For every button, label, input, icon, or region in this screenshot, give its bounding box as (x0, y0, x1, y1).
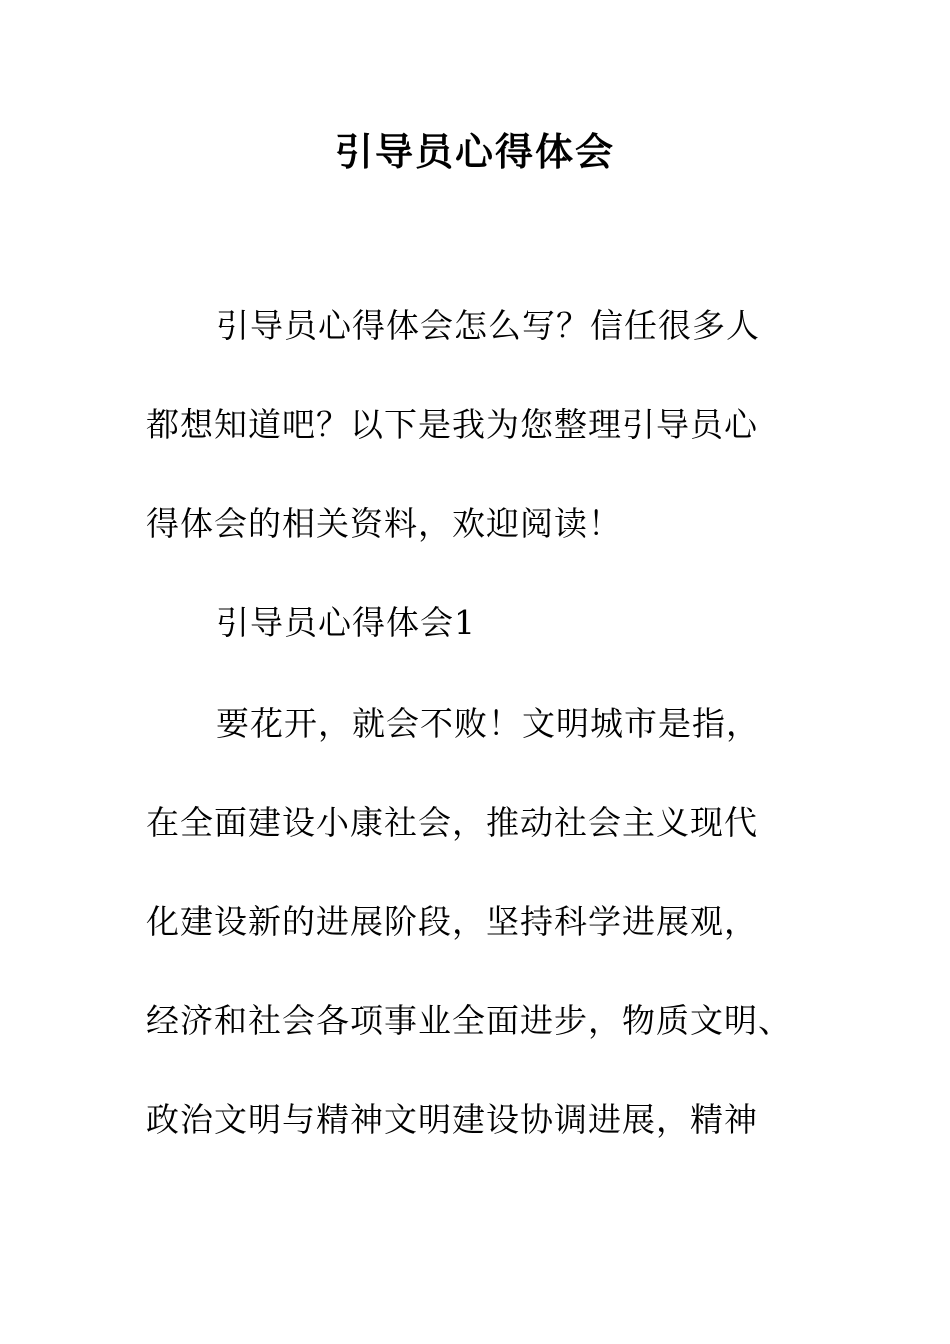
paragraph-line: 政治文明与精神文明建设协调进展，精神 (146, 1100, 758, 1139)
section-heading: 引导员心得体会1 (216, 603, 476, 642)
paragraph-line: 要花开，就会不败！文明城市是指， (216, 704, 760, 743)
paragraph-line: 在全面建设小康社会，推动社会主义现代 (146, 803, 758, 842)
paragraph-line: 都想知道吧？以下是我为您整理引导员心 (146, 405, 758, 444)
paragraph-line: 引导员心得体会怎么写？信任很多人 (216, 306, 760, 345)
paragraph-line: 经济和社会各项事业全面进步，物质文明、 (146, 1001, 792, 1040)
paragraph-line: 得体会的相关资料，欢迎阅读！ (146, 504, 622, 543)
document-title: 引导员心得体会 (334, 130, 615, 174)
paragraph-line: 化建设新的进展阶段，坚持科学进展观， (146, 902, 758, 941)
